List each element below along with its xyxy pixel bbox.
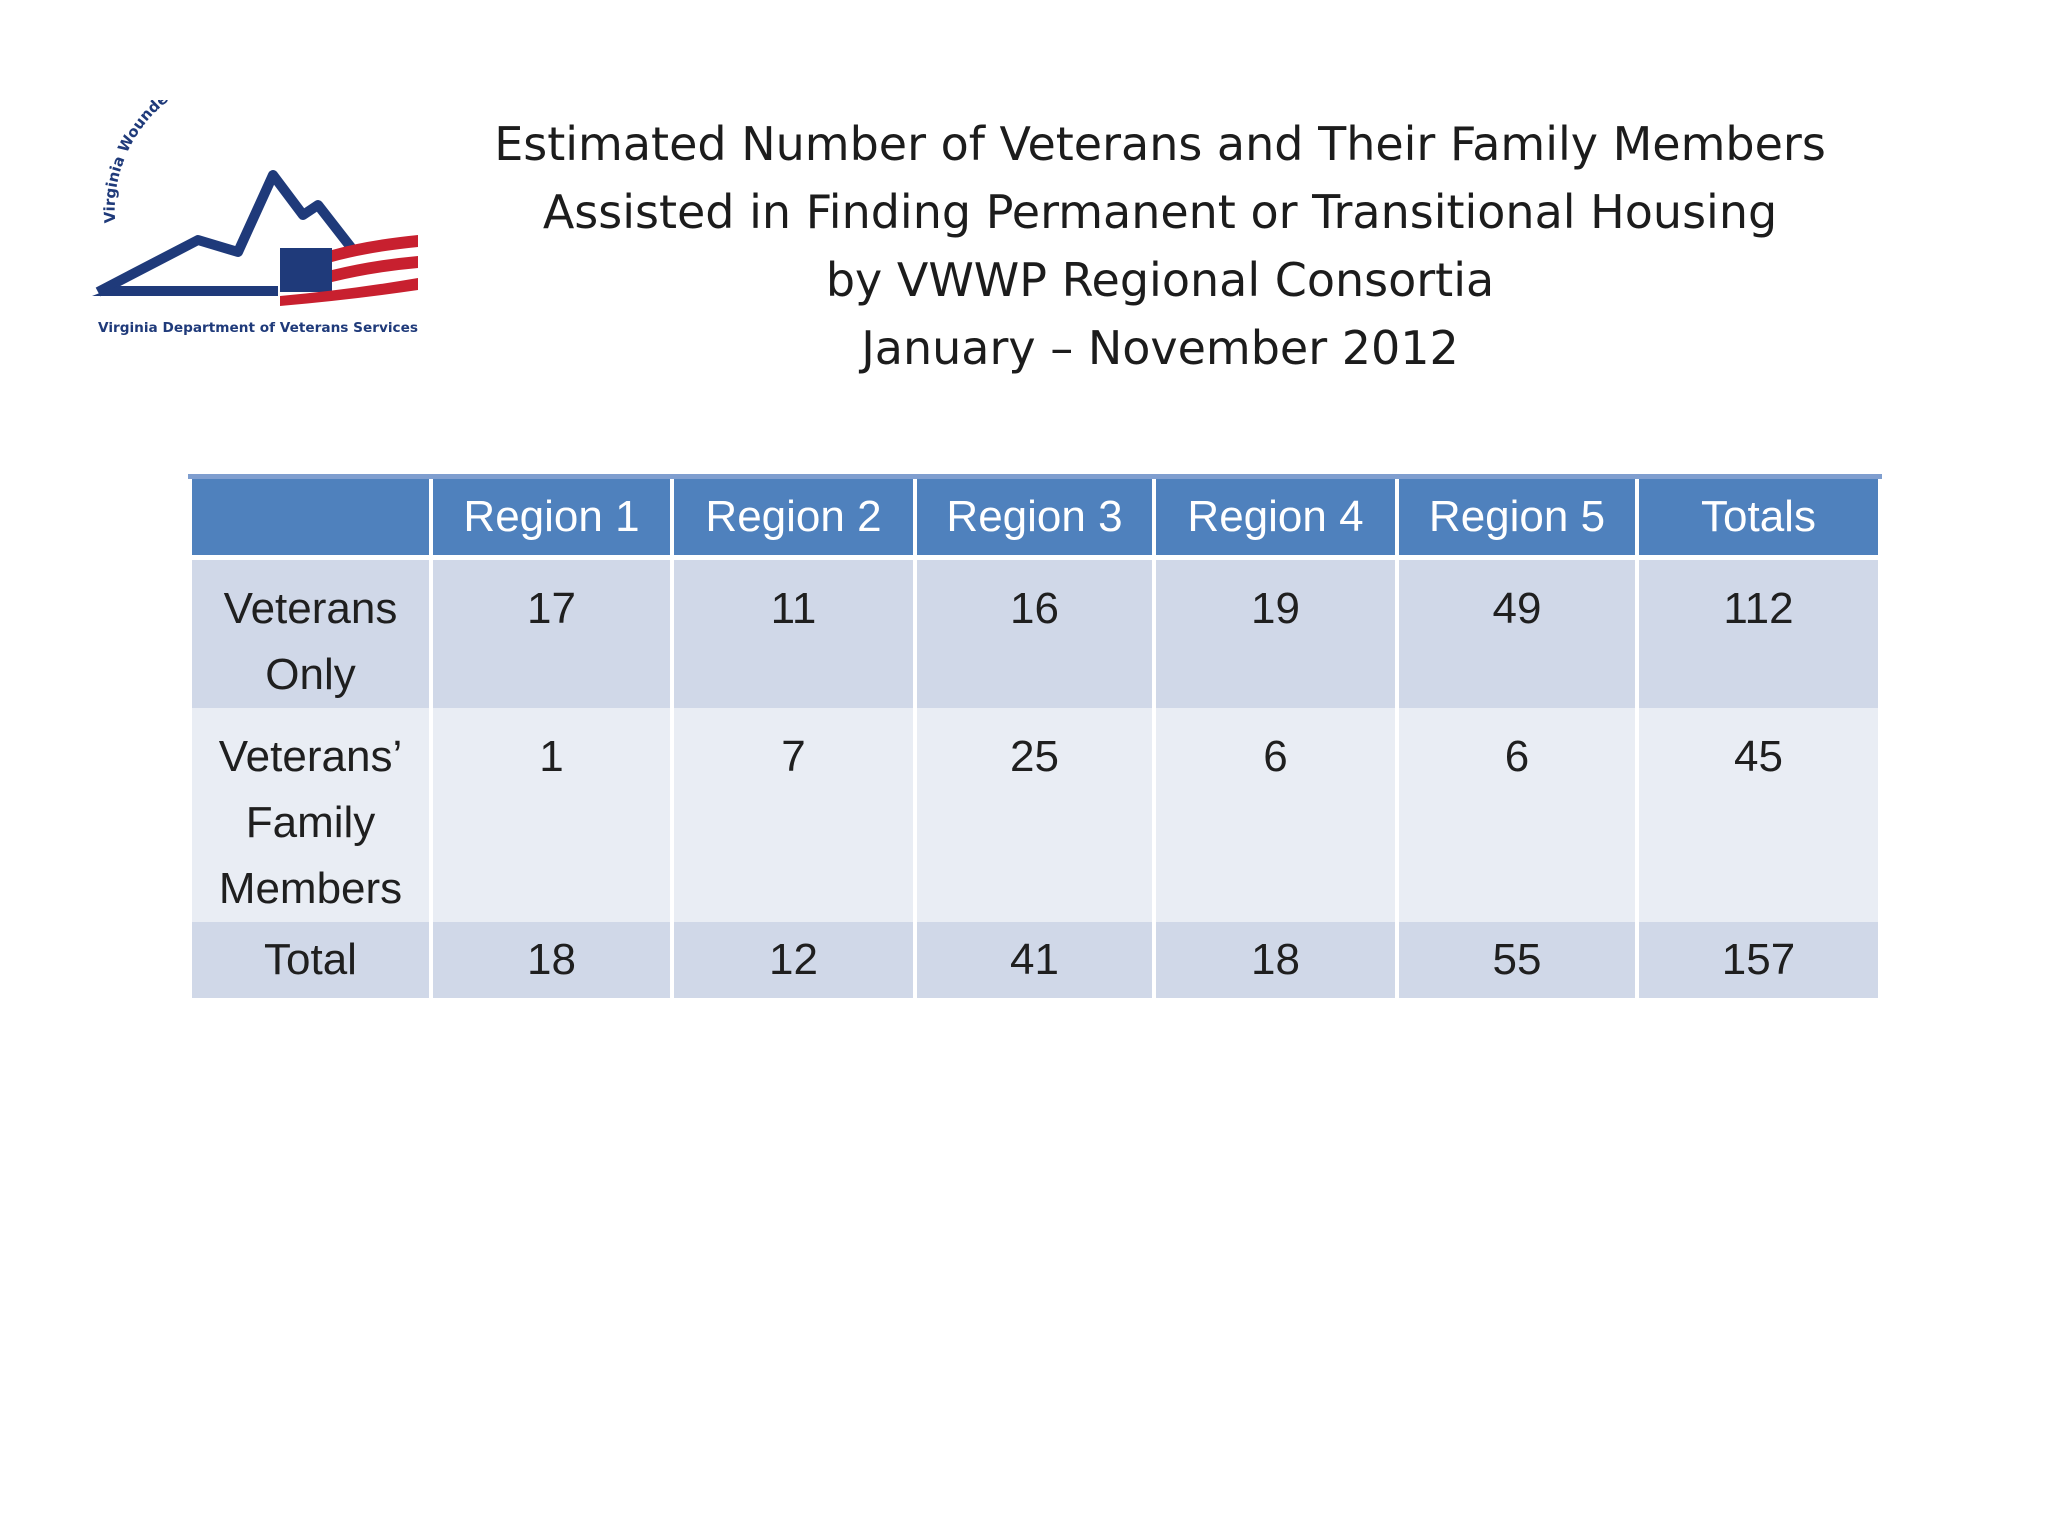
column-header-region-5: Region 5 [1397, 477, 1637, 558]
column-header-region-2: Region 2 [672, 477, 915, 558]
table-cell: 45 [1637, 708, 1880, 922]
row-label-line: Veterans’ [218, 732, 403, 781]
housing-assistance-table [188, 474, 1882, 998]
column-header-region-1: Region 1 [431, 477, 672, 558]
table-cell: 18 [431, 922, 672, 998]
vwwp-logo [88, 100, 438, 340]
table-cell: 18 [1154, 922, 1397, 998]
column-header-region-4: Region 4 [1154, 477, 1397, 558]
column-header-blank [190, 477, 431, 558]
column-header-region-3: Region 3 [915, 477, 1154, 558]
title-line-4: January – November 2012 [861, 321, 1459, 375]
table-cell: 6 [1397, 708, 1637, 922]
table-cell: 49 [1397, 558, 1637, 709]
row-label-line: Members [218, 864, 403, 913]
flag-canton-icon [280, 248, 332, 292]
table-row-total [190, 922, 1880, 998]
table-row-veterans-only [190, 558, 1880, 709]
page-title [460, 110, 1860, 382]
title-line-3: by VWWP Regional Consortia [825, 253, 1495, 307]
table-cell: 17 [431, 558, 672, 709]
flag-stripe-icon [332, 256, 418, 282]
table-cell: 157 [1637, 922, 1880, 998]
table-cell: 6 [1154, 708, 1397, 922]
table-cell: 112 [1637, 558, 1880, 709]
title-line-1: Estimated Number of Veterans and Their Family Members [494, 117, 1826, 171]
table-cell: 19 [1154, 558, 1397, 709]
table-cell: 7 [672, 708, 915, 922]
logo-arc-text: Virginia Wound [100, 100, 164, 224]
row-label-line: Family [245, 798, 376, 847]
row-label-line: Total [264, 935, 357, 984]
row-label-cell [190, 922, 431, 998]
vwwp-logo-graphic [88, 100, 438, 340]
row-label-line: Veterans [223, 584, 398, 633]
row-label-cell [190, 558, 431, 709]
column-header-totals: Totals [1637, 477, 1880, 558]
table-cell: 12 [672, 922, 915, 998]
table-cell: 1 [431, 708, 672, 922]
logo-bottom-text: Virginia Department of Veterans Services [98, 321, 419, 336]
table-cell: 41 [915, 922, 1154, 998]
title-line-2: Assisted in Finding Permanent or Transitional Housing [542, 185, 1778, 239]
table-header-row [190, 477, 1880, 558]
mountain-base-icon [92, 286, 278, 296]
table-cell: 11 [672, 558, 915, 709]
row-label-line: Only [265, 650, 356, 699]
row-label-cell [190, 708, 431, 922]
table-cell: 55 [1397, 922, 1637, 998]
table-row-family-members [190, 708, 1880, 922]
table-cell: 25 [915, 708, 1154, 922]
table-cell: 16 [915, 558, 1154, 709]
